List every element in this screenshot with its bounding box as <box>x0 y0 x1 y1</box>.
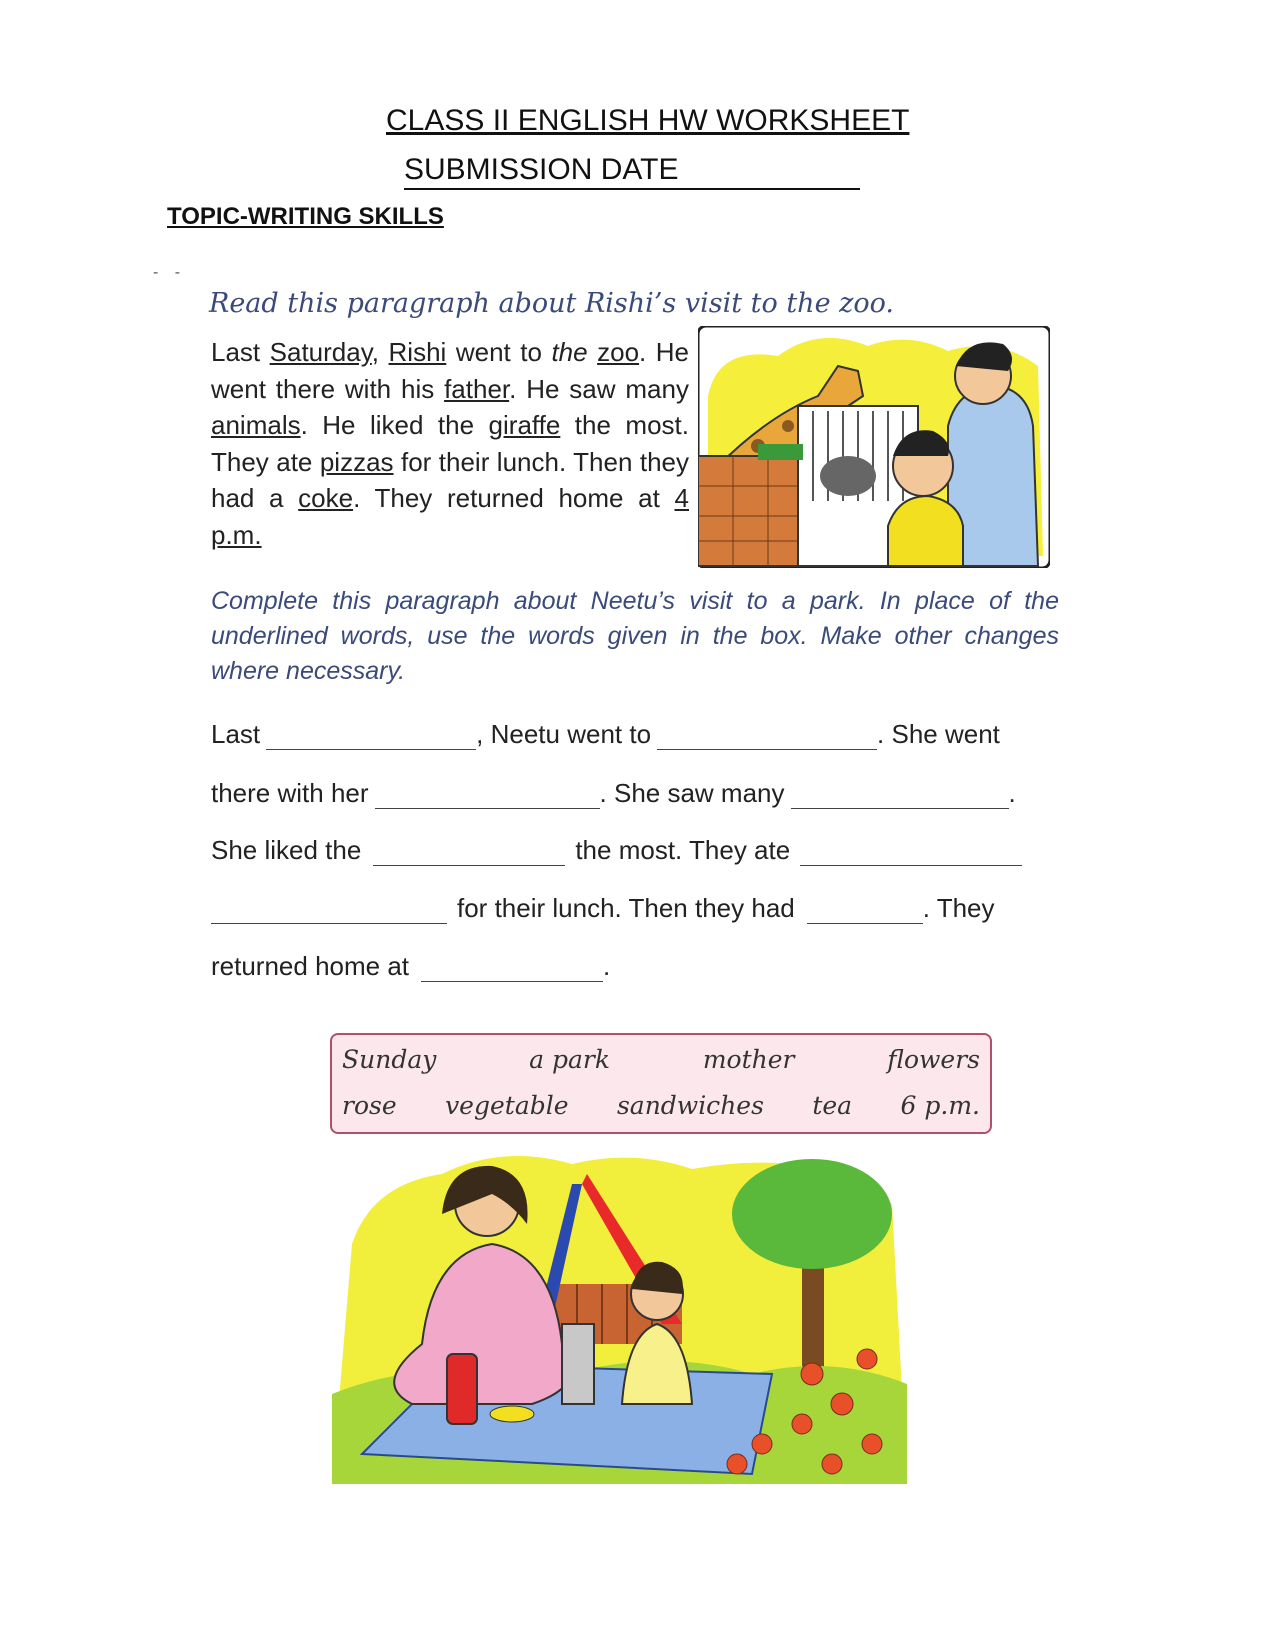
underlined-word: giraffe <box>488 410 561 440</box>
blank-2[interactable] <box>657 729 877 750</box>
word-option: a park <box>529 1045 611 1074</box>
fill-line-3 <box>211 830 1059 866</box>
fill-line-5 <box>211 946 1059 982</box>
para-text: the most. They ate <box>211 410 689 477</box>
word-option: vegetable <box>445 1091 569 1120</box>
underlined-word: coke <box>298 483 354 513</box>
fill-text: for their lunch. Then they had <box>457 893 795 923</box>
fill-text: She liked the <box>211 835 362 865</box>
underlined-word: father <box>444 373 510 404</box>
fill-text: . <box>1008 778 1016 808</box>
zoo-paragraph <box>211 334 689 553</box>
park-instruction: Complete this paragraph about Neetu’s visit to a park. In place of the underlined words, use the words given in the box. Make other changes where necessary. <box>211 587 1059 685</box>
blank-9[interactable] <box>421 961 603 982</box>
fill-text: . They <box>922 893 995 923</box>
fill-text: , Neetu went to <box>476 719 652 749</box>
fill-text: . <box>603 951 611 981</box>
worksheet-title: CLASS II ENGLISH HW WORKSHEET <box>386 104 910 137</box>
blank-6[interactable] <box>800 845 1022 866</box>
para-text: Last <box>211 337 270 367</box>
fill-text: . She saw many <box>599 778 785 808</box>
fill-line-1 <box>211 714 1059 750</box>
underlined-word: Saturday <box>269 337 372 367</box>
underlined-word: 4 p.m. <box>211 483 689 550</box>
word-box-row-1 <box>342 1045 980 1074</box>
word-option: Sunday <box>342 1045 437 1074</box>
underlined-word: zoo <box>597 337 640 367</box>
fill-text: the most. They ate <box>575 835 791 865</box>
blank-7[interactable] <box>211 903 447 924</box>
submission-date-line <box>404 188 860 190</box>
word-box-row-2 <box>342 1091 980 1120</box>
word-option: 6 p.m. <box>900 1091 980 1120</box>
blank-3[interactable] <box>375 788 600 809</box>
word-option: mother <box>702 1045 795 1074</box>
blank-1[interactable] <box>266 729 476 750</box>
topic-heading: TOPIC-WRITING SKILLS <box>167 203 444 230</box>
blank-4[interactable] <box>791 788 1009 809</box>
word-option: tea <box>812 1091 853 1120</box>
blank-8[interactable] <box>807 903 923 924</box>
fill-text: Last <box>211 719 261 749</box>
italic-word: the <box>551 337 588 367</box>
fill-text: returned home at <box>211 951 410 981</box>
para-text: went to <box>446 337 552 367</box>
fill-line-4 <box>211 888 1059 924</box>
word-option: sandwiches <box>616 1091 764 1120</box>
fill-text: there with her <box>211 778 369 808</box>
stray-marks: - - <box>153 264 187 281</box>
para-text <box>588 337 598 367</box>
para-text: . He saw many <box>509 373 689 404</box>
para-text: . He went there with his <box>211 337 690 404</box>
fill-text: . She went <box>877 719 1000 749</box>
blank-5[interactable] <box>373 845 565 866</box>
park-illustration <box>332 1144 912 1489</box>
submission-date-label: SUBMISSION DATE <box>404 153 679 186</box>
underlined-word: animals <box>211 410 301 440</box>
para-text: . He liked the <box>300 410 489 440</box>
para-text: , <box>371 337 389 367</box>
zoo-instruction: Read this paragraph about Rishi’s visit to the zoo. <box>209 288 894 319</box>
underlined-word: Rishi <box>388 337 447 367</box>
word-option: rose <box>342 1091 397 1120</box>
word-box <box>330 1033 992 1134</box>
fill-line-2 <box>211 773 1059 809</box>
para-text: for their lunch. Then they had a <box>211 446 689 513</box>
zoo-illustration <box>698 326 1050 568</box>
para-text: . They returned home at <box>353 483 675 513</box>
underlined-word: pizzas <box>319 446 394 477</box>
word-option: flowers <box>887 1045 980 1074</box>
